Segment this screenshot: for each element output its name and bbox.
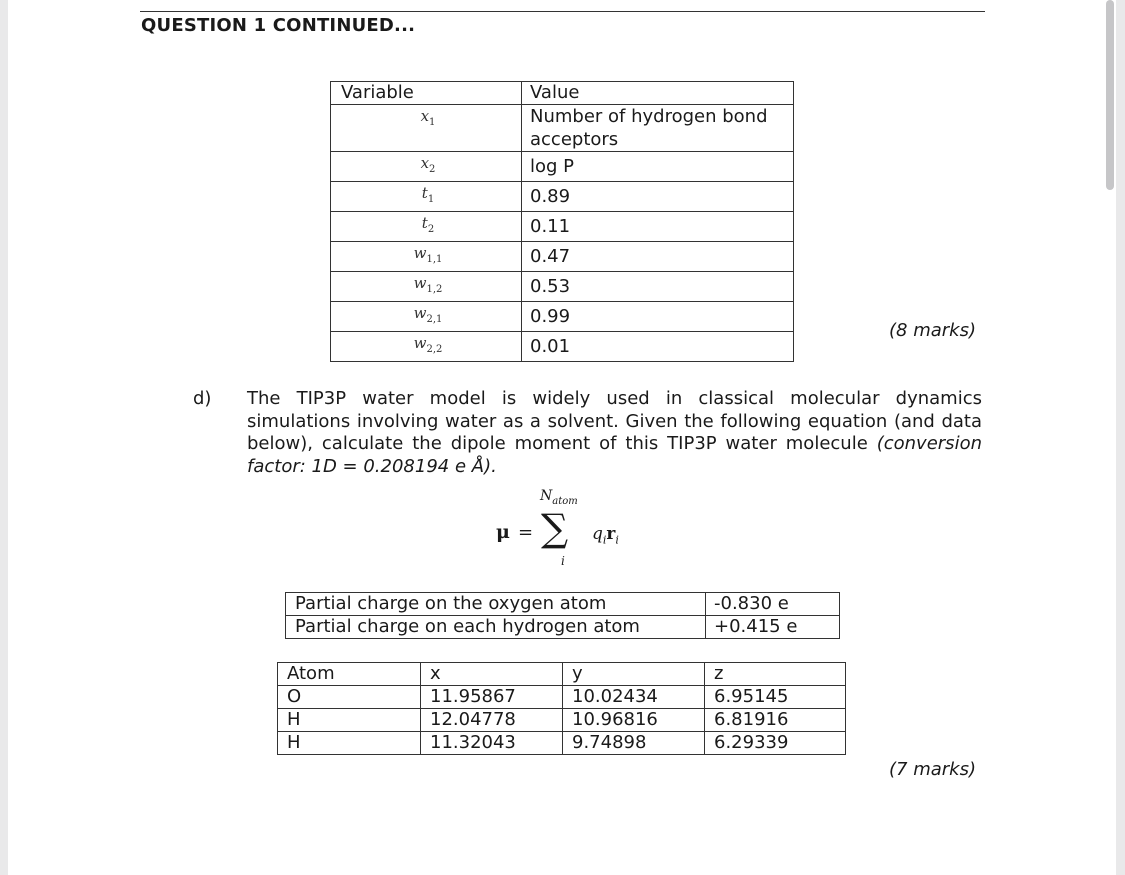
variable-value: 0.11 [522, 212, 794, 242]
variable-symbol: $w_{1,1}$ [331, 242, 522, 272]
table-row [331, 152, 794, 182]
atom-cell: O [278, 686, 421, 709]
partial-charge-table [285, 592, 840, 639]
table-row [331, 272, 794, 302]
variable-table [330, 81, 794, 362]
marks-label: (7 marks) [889, 759, 976, 780]
variable-symbol: $x_1$ [331, 105, 522, 152]
table-header-row [278, 663, 846, 686]
header-cell: z [705, 663, 846, 686]
y-cell: 10.96816 [563, 709, 705, 732]
sum-lower-limit: i [561, 554, 565, 568]
variable-value: Number of hydrogen bond acceptors [522, 105, 794, 152]
question-label: d) [193, 388, 212, 409]
table-row [278, 686, 846, 709]
table-header-row [331, 82, 794, 105]
variable-symbol: $w_{2,2}$ [331, 332, 522, 362]
variable-value: log P [522, 152, 794, 182]
table-row [331, 182, 794, 212]
charge-value: -0.830 e [706, 593, 840, 616]
dipole-equation [490, 486, 650, 576]
header-rule [140, 11, 985, 12]
sum-upper-limit: $N_{atom}$ [540, 488, 578, 507]
table-row [286, 616, 840, 639]
question-body: The TIP3P water model is widely used in classical molecular dynamics simulations involving water as a solvent. Given the following equation (and data below), calculate the dipole moment of this TIP3P water molecule [247, 388, 982, 454]
table-row [331, 105, 794, 152]
charge-value: +0.415 e [706, 616, 840, 639]
variable-symbol: $x_2$ [331, 152, 522, 182]
atom-cell: H [278, 709, 421, 732]
table-row [331, 212, 794, 242]
variable-value: 0.47 [522, 242, 794, 272]
variable-value: 0.01 [522, 332, 794, 362]
conversion-factor: (conversion factor: 1D = 0.208194 e Å). [247, 433, 982, 477]
z-cell: 6.29339 [705, 732, 846, 755]
header-cell: Value [522, 82, 794, 105]
variable-symbol: $w_{1,2}$ [331, 272, 522, 302]
variable-value: 0.89 [522, 182, 794, 212]
coordinates-table [277, 662, 846, 755]
equals-sign: = [518, 522, 534, 543]
summation-icon: ∑ [541, 506, 569, 550]
charge-label: Partial charge on the oxygen atom [286, 593, 706, 616]
z-cell: 6.81916 [705, 709, 846, 732]
sum-term: $q_ir_i$ [592, 524, 619, 547]
header-cell: Atom [278, 663, 421, 686]
marks-label: (8 marks) [889, 320, 976, 341]
variable-symbol: $w_{2,1}$ [331, 302, 522, 332]
x-cell: 11.32043 [421, 732, 563, 755]
charge-label: Partial charge on each hydrogen atom [286, 616, 706, 639]
variable-value: 0.53 [522, 272, 794, 302]
y-cell: 9.74898 [563, 732, 705, 755]
table-row [331, 302, 794, 332]
table-row [331, 242, 794, 272]
atom-cell: H [278, 732, 421, 755]
x-cell: 12.04778 [421, 709, 563, 732]
question-text [247, 388, 982, 478]
header-cell: x [421, 663, 563, 686]
scrollbar-track[interactable] [1116, 0, 1125, 875]
header-cell: Variable [331, 82, 522, 105]
table-row [278, 732, 846, 755]
x-cell: 11.95867 [421, 686, 563, 709]
variable-symbol: $t_1$ [331, 182, 522, 212]
header-cell: y [563, 663, 705, 686]
z-cell: 6.95145 [705, 686, 846, 709]
table-row [286, 593, 840, 616]
variable-symbol: $t_2$ [331, 212, 522, 242]
dipole-symbol: μ [496, 521, 510, 543]
y-cell: 10.02434 [563, 686, 705, 709]
variable-value: 0.99 [522, 302, 794, 332]
scrollbar-thumb[interactable] [1106, 0, 1114, 190]
table-row [278, 709, 846, 732]
page-heading: QUESTION 1 CONTINUED... [141, 15, 416, 36]
table-row [331, 332, 794, 362]
